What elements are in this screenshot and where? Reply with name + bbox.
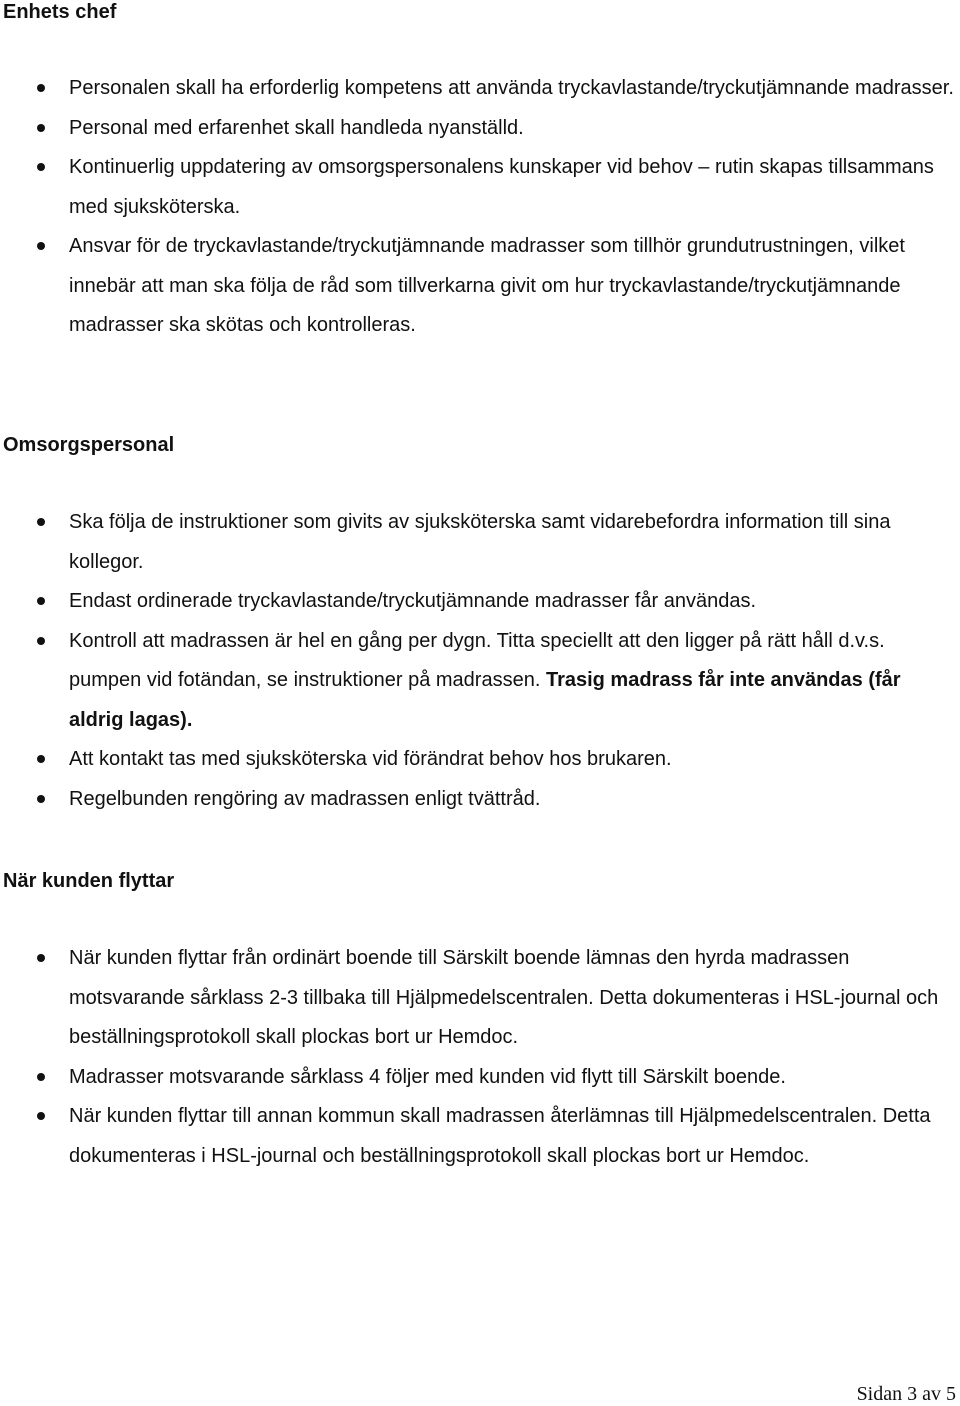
list-item	[0, 148, 960, 227]
section-heading-nar-kunden-flyttar: När kunden flyttar	[3, 870, 175, 892]
list-item	[0, 503, 960, 582]
list-item-text: Kontinuerlig uppdatering av omsorgspersonalens kunskaper vid behov – rutin skapas tillsammans med sjuksköterska.	[69, 156, 934, 218]
list-item	[0, 1097, 960, 1176]
bullet-icon	[37, 84, 45, 92]
bullet-icon	[37, 163, 45, 171]
bullet-icon	[37, 242, 45, 250]
bullet-icon	[37, 637, 45, 645]
list-item-text: När kunden flyttar till annan kommun skall madrassen återlämnas till Hjälpmedelscentralen. Detta dokumenteras i HSL-journal och beställningsprotokoll skall plockas bort ur Hemdoc.	[69, 1105, 931, 1167]
bullet-icon	[37, 124, 45, 132]
list-item	[0, 582, 960, 622]
bullet-icon	[37, 597, 45, 605]
list-item-text: Madrasser motsvarande sårklass 4 följer med kunden vid flytt till Särskilt boende.	[69, 1065, 786, 1088]
bullet-icon	[37, 954, 45, 962]
list-item-text: Ska följa de instruktioner som givits av sjuksköterska samt vidarebefordra information till sina kollegor.	[69, 511, 891, 573]
list-item	[0, 740, 960, 780]
bullet-list-enhets-chef	[0, 69, 960, 346]
list-item-text: Ansvar för de tryckavlastande/tryckutjämnande madrasser som tillhör grundutrustningen, vilket innebär att man ska följa de råd som tillverkarna givit om hur tryckavlastande/tryckutjämnande madrasser ska skötas och kontrolleras.	[69, 235, 905, 336]
list-item-text: Endast ordinerade tryckavlastande/tryckutjämnande madrasser får användas.	[69, 590, 757, 612]
bullet-icon	[37, 755, 45, 763]
list-item	[0, 69, 960, 109]
bullet-icon	[37, 795, 45, 803]
bullet-icon	[37, 1112, 45, 1120]
list-item-text: Personalen skall ha erforderlig kompetens att använda tryckavlastande/tryckutjämnande madrasser.	[69, 77, 954, 99]
list-item-text: Kontroll att madrassen är hel en gång per dygn. Titta speciellt att den ligger på rätt håll d.v.s. pumpen vid fotändan, se instruktioner på madrassen.	[69, 629, 885, 691]
list-item-text: Personal med erfarenhet skall handleda nyanställd.	[69, 116, 524, 139]
list-item	[0, 939, 960, 1058]
list-item	[0, 780, 960, 820]
bullet-icon	[37, 1073, 45, 1081]
list-item-text: Att kontakt tas med sjuksköterska vid förändrat behov hos brukaren.	[69, 748, 672, 770]
section-heading-enhets-chef: Enhets chef	[3, 1, 117, 23]
list-item-text: Regelbunden rengöring av madrassen enligt tvättråd.	[69, 787, 541, 810]
list-item	[0, 1058, 960, 1098]
bullet-icon	[37, 518, 45, 526]
section-heading-omsorgspersonal: Omsorgspersonal	[3, 434, 175, 456]
bullet-list-omsorgspersonal	[0, 503, 960, 819]
list-item	[0, 622, 960, 741]
list-item	[0, 109, 960, 149]
bullet-list-nar-kunden-flyttar	[0, 939, 960, 1176]
page-number: Sidan 3 av 5	[856, 1383, 956, 1405]
list-item-text: När kunden flyttar från ordinärt boende till Särskilt boende lämnas den hyrda madrassen motsvarande sårklass 2-3 tillbaka till Hjälpmedelscentralen. Detta dokumenteras i HSL-journal och beställningsprotokoll skall plockas bort ur Hemdoc.	[69, 947, 939, 1048]
warning-text: Trasig madrass får inte användas (får aldrig lagas).	[69, 669, 901, 731]
list-item	[0, 227, 960, 346]
